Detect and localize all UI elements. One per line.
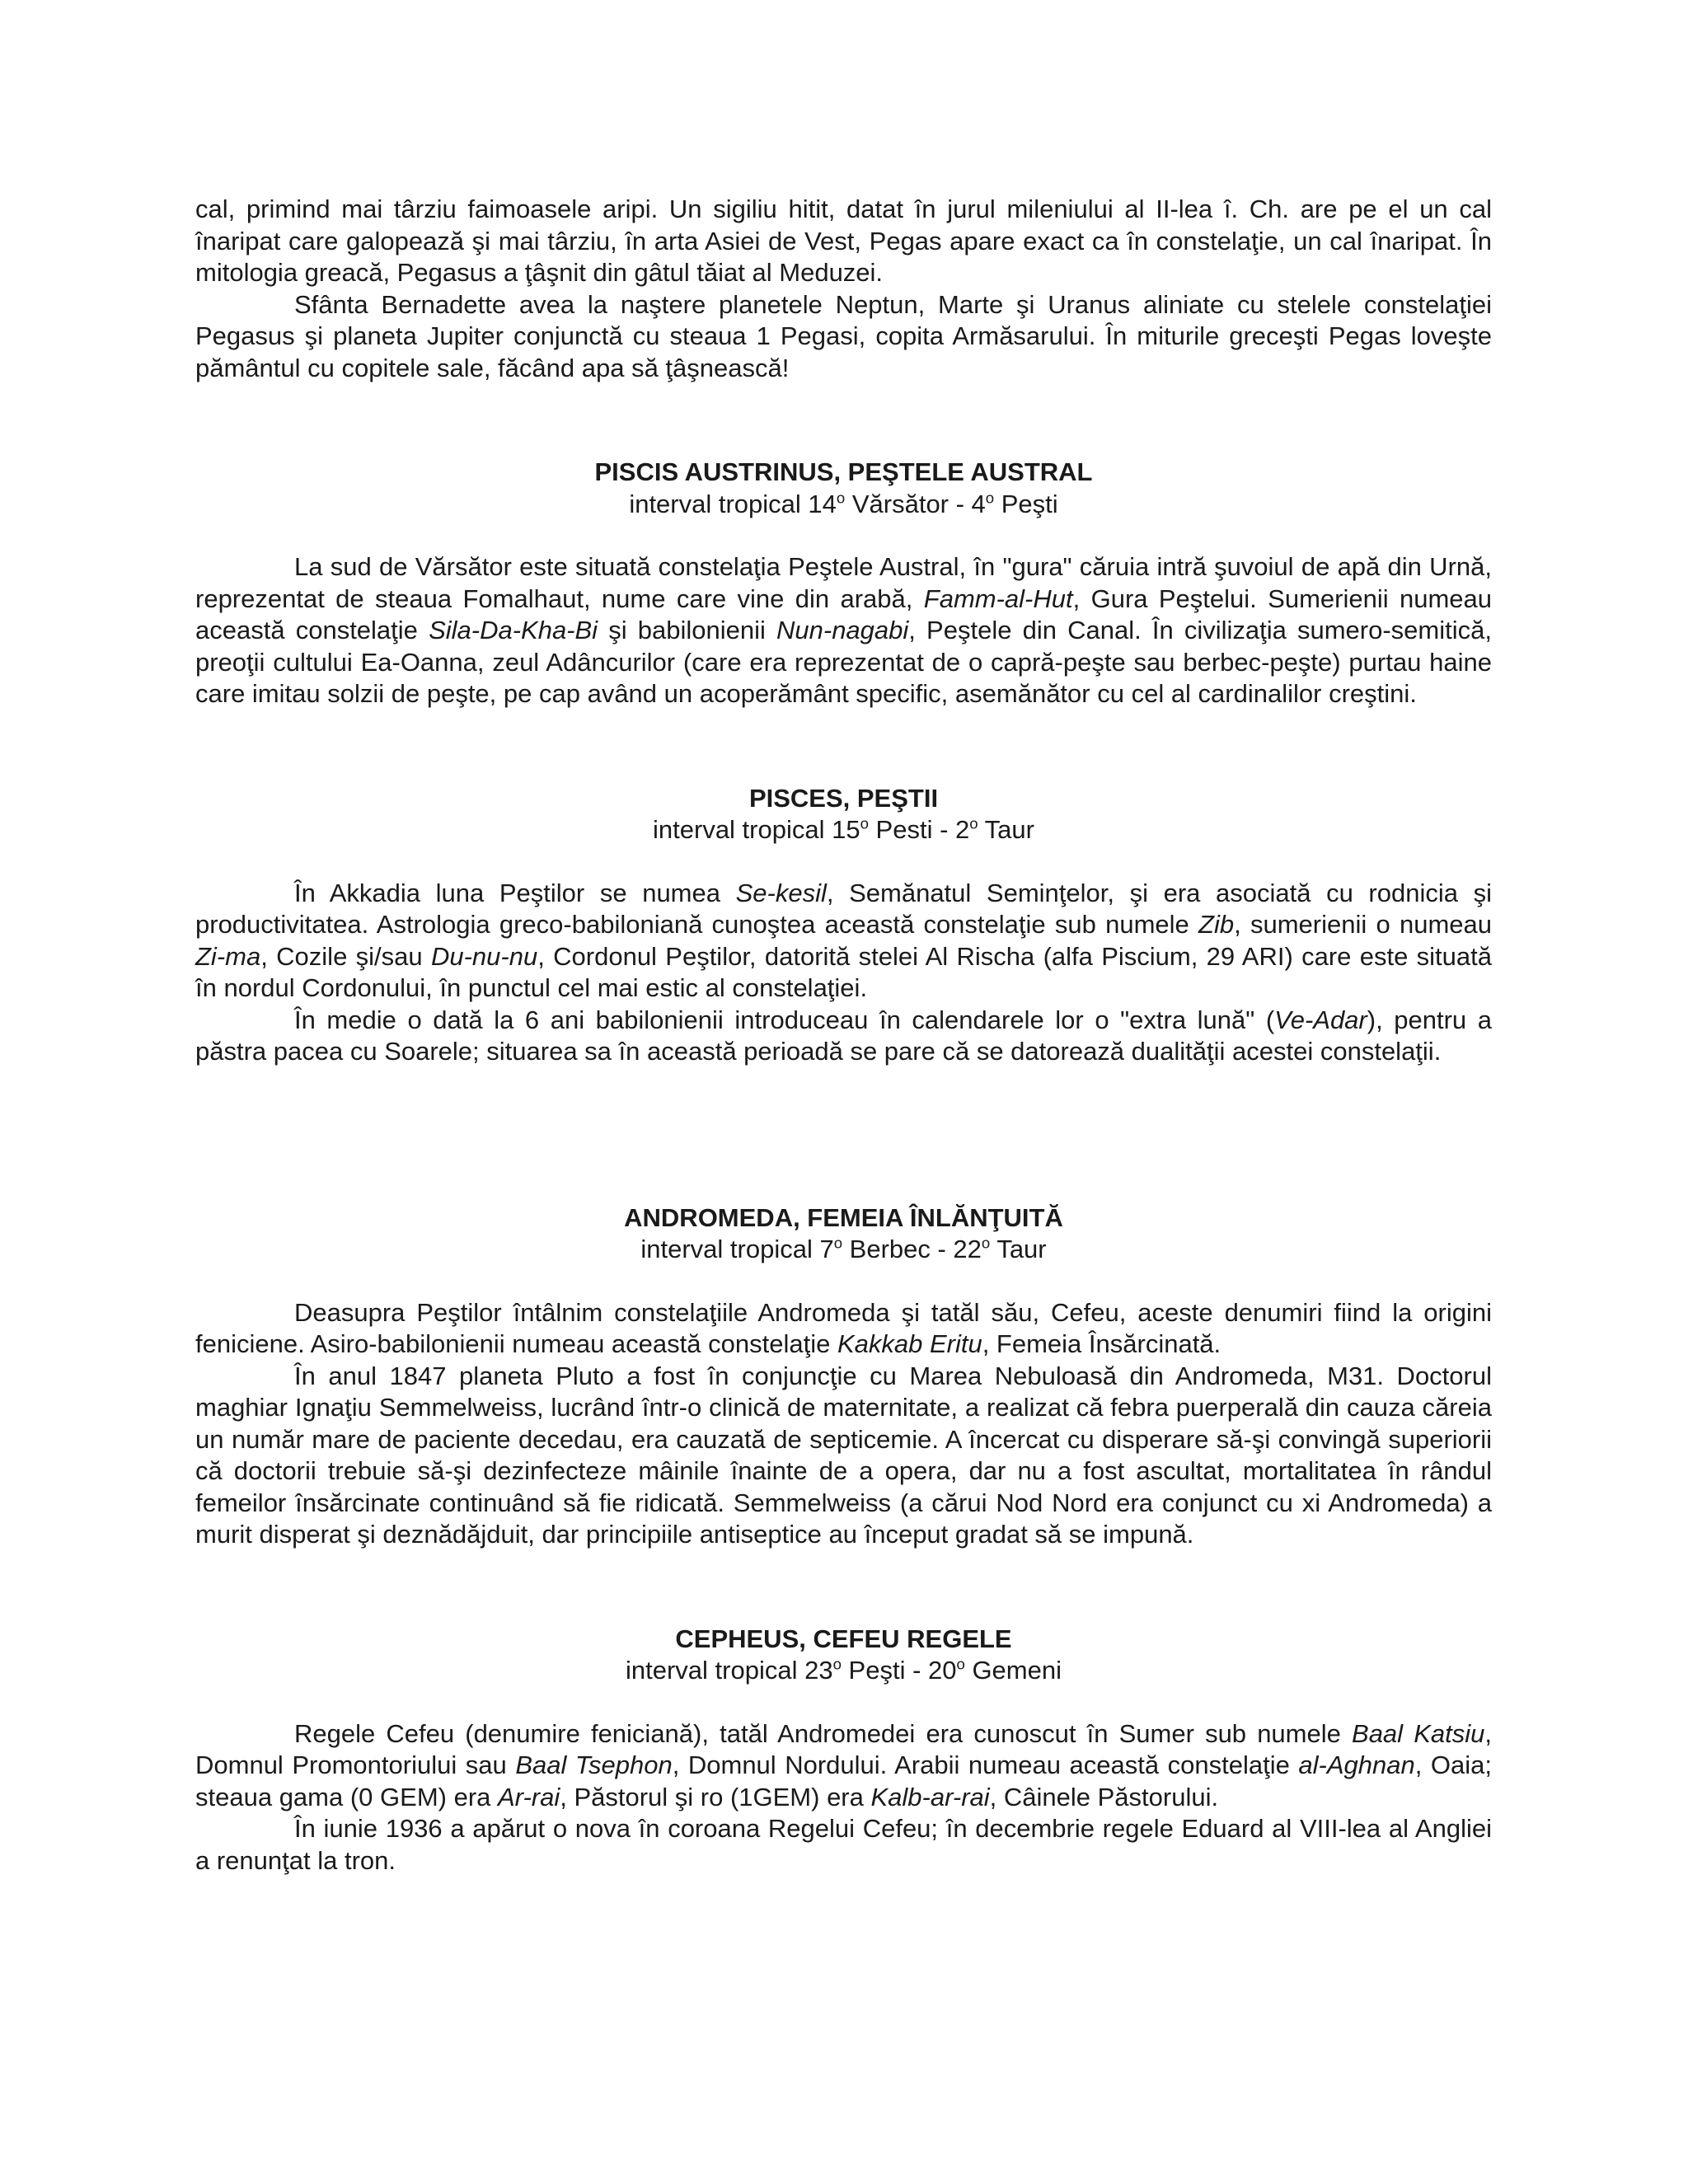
text-run: Peşti	[994, 489, 1058, 518]
italic-term: al-Aghnan	[1298, 1750, 1415, 1779]
italic-term: Baal Katsiu	[1352, 1718, 1485, 1748]
section-cepheus-heading	[195, 1624, 1492, 1687]
section-paragraph	[195, 1718, 1492, 1814]
text-run: La sud de Vărsător este situată constelaţia Peştele Austral, în "gura" căruia intră şuvoiul de apă din Urnă, reprezentat de steaua Fomalhaut, nume care vine din arabă,	[195, 552, 1492, 613]
degree-sup: o	[985, 489, 995, 507]
text-run: , Domnul Promontoriului sau	[195, 1718, 1492, 1779]
text-run: , Oaia; steaua gama (0 GEM) era	[195, 1750, 1492, 1811]
section-interval	[195, 1655, 1492, 1687]
text-run: , Păstorul şi ro (1GEM) era	[560, 1782, 871, 1811]
section-interval	[195, 489, 1492, 521]
italic-term: Sila-Da-Kha-Bi	[429, 616, 598, 644]
text-run: Berbec - 22	[842, 1235, 982, 1263]
degree-sup: o	[833, 1234, 843, 1252]
section-title: PISCES, PEŞTII	[748, 783, 939, 813]
text-run: , Semănatul Seminţelor, şi era asociată cu rodnicia şi productivitatea. Astrologia greco-babiloniană cunoştea această constelaţie sub numele	[195, 878, 1492, 939]
section-paragraph	[195, 1297, 1492, 1361]
text-run: În medie o dată la 6 ani babilonienii introduceau în calendarele lor o "extra lună" (	[294, 1005, 1275, 1034]
section-paragraph	[195, 1005, 1492, 1068]
section-paragraph	[195, 1813, 1492, 1877]
italic-term: Du-nu-nu	[430, 941, 538, 971]
section-title: CEPHEUS, CEFEU REGELE	[675, 1624, 1012, 1653]
italic-term: Kakkab Eritu	[837, 1329, 982, 1358]
text-run: cal, primind mai târziu faimoasele aripi. Un sigiliu hitit, datat în jurul mileniului al II-lea î. Ch. are pe el un cal înaripat care galopează şi mai târziu, în arta Asiei de Vest, Pegas apare exact ca în constelaţie, un cal înaripat. În mitologia greacă, Pegasus a ţâşnit din gâtul tăiat al Meduzei.	[195, 194, 1492, 287]
italic-term: Se-kesil	[735, 878, 827, 907]
section-title: PISCIS AUSTRINUS, PEŞTELE AUSTRAL	[594, 457, 1093, 486]
degree-sup: o	[860, 814, 869, 832]
text-run: interval tropical 7	[640, 1235, 834, 1263]
section-paragraph	[195, 1361, 1492, 1551]
section-paragraph	[195, 878, 1492, 1005]
text-run: , sumerienii o numeau	[1234, 910, 1492, 939]
italic-term: Zib	[1198, 910, 1235, 939]
italic-term: Kalb-ar-rai	[870, 1782, 990, 1811]
section-interval	[195, 1234, 1492, 1266]
section-paragraph	[195, 551, 1492, 710]
text-run: , Domnul Nordului. Arabii numeau această constelaţie	[672, 1750, 1299, 1779]
section-piscis-austrinus-heading	[195, 457, 1492, 520]
text-run: Vărsător - 4	[845, 489, 986, 518]
degree-sup: o	[969, 814, 978, 832]
italic-term: Baal Tsephon	[515, 1750, 673, 1779]
text-run: , Cordonul Peştilor, datorită stelei Al Rischa (alfa Piscium, 29 ARI) care este situată în nordul Cordonului, în punctul cel mai estic al constelaţiei.	[195, 941, 1492, 1002]
italic-term: Famm-al-Hut	[923, 583, 1073, 613]
section-interval	[195, 814, 1492, 846]
italic-term: Zi-ma	[195, 941, 261, 971]
text-run: Peşti - 20	[841, 1656, 957, 1685]
text-run: Sfânta Bernadette avea la naştere planetele Neptun, Marte şi Uranus aliniate cu stelele constelaţiei Pegasus şi planeta Jupiter conjunctă cu steaua 1 Pegasi, copita Armăsarului. În miturile greceşti Pegas loveşte pământul cu copitele sale, făcând apa să ţâşnească!	[195, 289, 1492, 382]
text-run: interval tropical 15	[653, 815, 860, 844]
text-run: , Gura Peştelui. Sumerienii numeau această constelaţie	[195, 583, 1492, 644]
text-run: Pesti - 2	[868, 815, 970, 844]
text-run: şi babilonienii	[598, 616, 776, 644]
text-run: , Cozile şi/sau	[260, 941, 431, 971]
document-page	[195, 194, 1492, 1877]
text-run: În anul 1847 planeta Pluto a fost în conjuncţie cu Marea Nebuloasă din Andromeda, M31. Doctorul maghiar Ignaţiu Semmelweiss, lucrând într-o clinică de maternitate, a realizat că febra puerperală din cauza căreia un număr mare de paciente decedau, era cauzată de septicemie. A încercat cu disperare să-şi convingă superiorii că doctorii trebuie să-şi dezinfecteze mâinile înainte de a opera, dar nu a fost ascultat, mortalitatea în rândul femeilor însărcinate continuând să fie ridicată. Semmelweiss (a cărui Nod Nord era conjunct cu xi Andromeda) a murit disperat şi deznădăjduit, dar principiile antiseptice au început gradat să se impună.	[195, 1361, 1492, 1549]
text-run: Regele Cefeu (denumire feniciană), tatăl Andromedei era cunoscut în Sumer sub numele	[294, 1718, 1353, 1748]
text-run: Gemeni	[964, 1656, 1062, 1685]
text-run: , Peştele din Canal. În civilizaţia sumero-semitică, preoţii cultului Ea-Oanna, zeul Adâncurilor (care era reprezentat de o capră-peşte sau berbec-peşte) purtau haine care imitau solzii de peşte, pe cap având un acoperământ specific, asemănător cu cel al cardinalilor creştini.	[195, 616, 1492, 708]
text-run: În iunie 1936 a apărut o nova în coroana Regelui Cefeu; în decembrie regele Eduard al VIII-lea al Angliei a renunţat la tron.	[195, 1814, 1492, 1875]
text-run: Taur	[990, 1235, 1047, 1263]
degree-sup: o	[836, 489, 846, 507]
text-run: , Câinele Păstorului.	[989, 1782, 1219, 1811]
section-pisces-heading	[195, 783, 1492, 846]
degree-sup: o	[981, 1234, 991, 1252]
degree-sup: o	[832, 1655, 842, 1673]
italic-term: Ve-Adar	[1274, 1005, 1367, 1034]
italic-term: Nun-nagabi	[776, 616, 909, 644]
text-run: ), pentru a păstra pacea cu Soarele; situarea sa în această perioadă se pare că se datorează dualităţii acestei constelaţii.	[195, 1005, 1492, 1066]
text-run: interval tropical 14	[629, 489, 837, 518]
intro-paragraph-1	[195, 194, 1492, 289]
text-run: interval tropical 23	[626, 1656, 833, 1685]
text-run: În Akkadia luna Peştilor se numea	[294, 878, 736, 907]
section-title: ANDROMEDA, FEMEIA ÎNLĂNŢUITĂ	[624, 1202, 1063, 1232]
degree-sup: o	[956, 1655, 965, 1673]
text-run: Deasupra Peştilor întâlnim constelaţiile Andromeda şi tatăl său, Cefeu, aceste denumiri fiind la origini feniciene. Asiro-babilonienii numeau această constelaţie	[195, 1297, 1492, 1358]
intro-paragraph-2	[195, 289, 1492, 385]
text-run: , Femeia Însărcinată.	[982, 1329, 1221, 1358]
italic-term: Ar-rai	[498, 1782, 560, 1811]
section-andromeda-heading	[195, 1202, 1492, 1266]
text-run: Taur	[978, 815, 1034, 844]
